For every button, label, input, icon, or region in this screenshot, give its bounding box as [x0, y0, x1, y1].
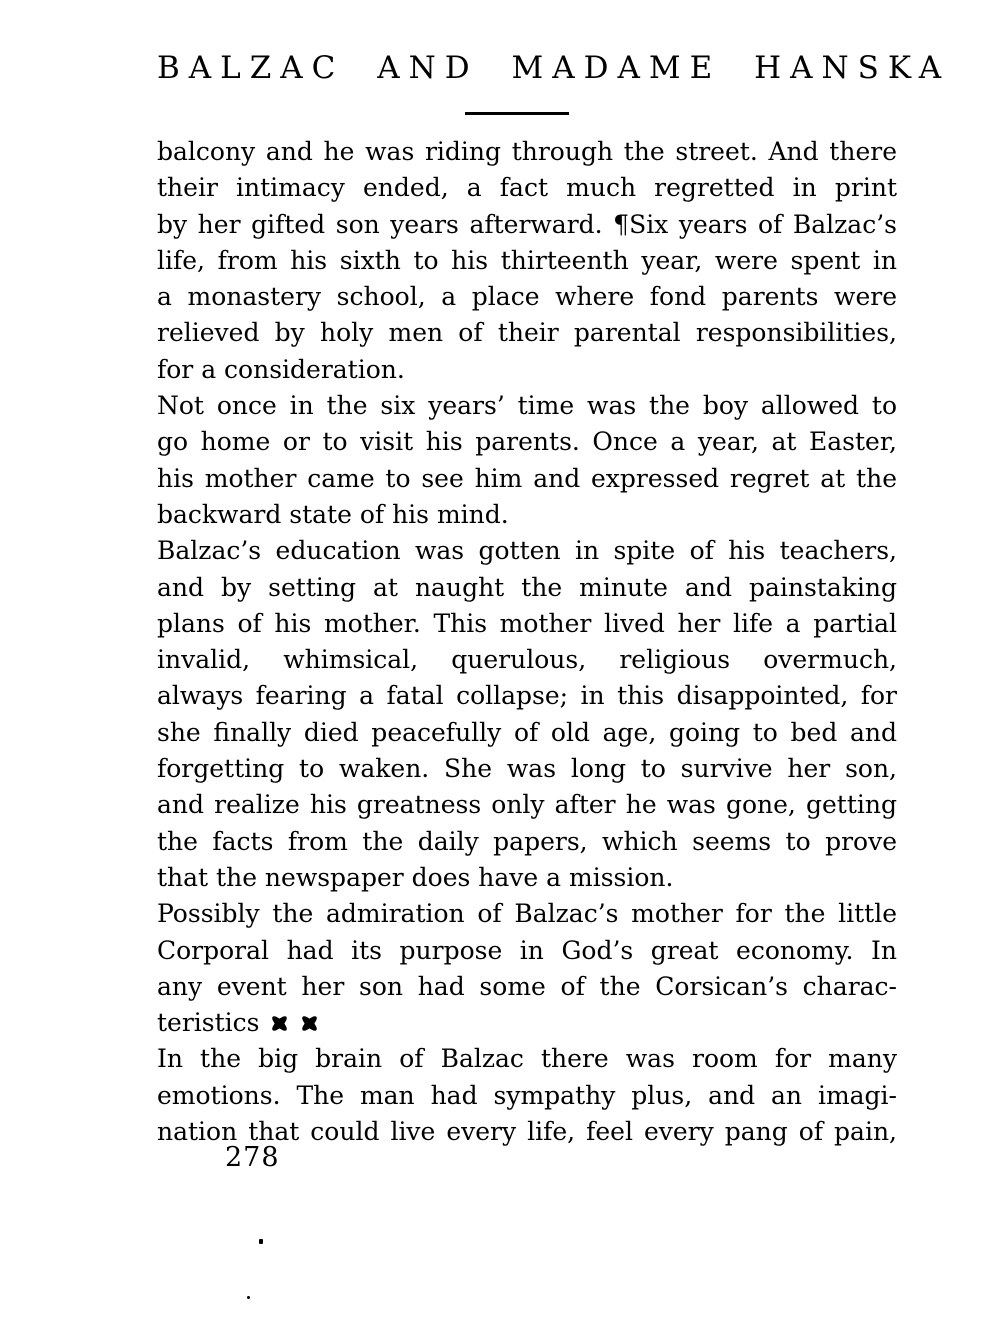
text-line: life, from his sixth to his thirteenth year, were spent in [157, 245, 897, 275]
text-line: Not once in the six years’ time was the boy allowed to [157, 391, 897, 421]
text-line: his mother came to see him and expressed regret at the [157, 463, 897, 493]
text-line: for a consideration. [157, 354, 405, 384]
text-line: by her gifted son years afterward. ¶Six years of Balzac’s [157, 209, 897, 239]
text-line: invalid, whimsical, querulous, religious overmuch, [157, 645, 897, 675]
text-line: emotions. The man had sympathy plus, and an imagi- [157, 1080, 897, 1110]
page-title: BALZAC AND MADAME HANSKA [157, 50, 951, 86]
text-line: teristics [157, 1005, 897, 1041]
text-column [157, 0, 951, 1328]
title-rule [465, 112, 569, 115]
fleuron-leaf-icon [269, 1013, 290, 1034]
text-line: balcony and he was riding through the street. And there [157, 137, 897, 166]
text-line: Balzac’s education was gotten in spite of his teachers, [157, 536, 897, 566]
fleuron-leaf-icon [299, 1013, 320, 1034]
scan-speck [259, 1239, 263, 1244]
scan-speck [247, 1296, 250, 1299]
text-line: and realize his greatness only after he was gone, getting [157, 790, 897, 820]
text-line: the facts from the daily papers, which seems to prove [157, 826, 897, 856]
text-line: Possibly the admiration of Balzac’s mother for the little [157, 899, 897, 929]
text-line: any event her son had some of the Corsican’s charac- [157, 971, 897, 1001]
text-line: backward state of his mind. [157, 499, 509, 529]
text-line: always fearing a fatal collapse; in this disappointed, for [157, 681, 897, 711]
text-line: and by setting at naught the minute and painstaking [157, 572, 897, 602]
text-line: nation that could live every life, feel every pang of pain, [157, 1117, 897, 1147]
body-text [157, 134, 897, 1150]
text-line: go home or to visit his parents. Once a year, at Easter, [157, 427, 897, 457]
text-line: plans of his mother. This mother lived her life a partial [157, 608, 897, 638]
text-line: In the big brain of Balzac there was room for many [157, 1044, 897, 1074]
text-line: Corporal had its purpose in God’s great economy. In [157, 935, 897, 965]
text-line: that the newspaper does have a mission. [157, 862, 674, 892]
text-line: relieved by holy men of their parental responsibilities, [157, 318, 897, 348]
text-line: a monastery school, a place where fond parents were [157, 282, 897, 312]
page-number: 278 [225, 1142, 280, 1173]
text-line: their intimacy ended, a fact much regretted in print [157, 173, 897, 203]
text-line: she finally died peacefully of old age, going to bed and [157, 717, 897, 747]
text-line: forgetting to waken. She was long to survive her son, [157, 754, 897, 784]
